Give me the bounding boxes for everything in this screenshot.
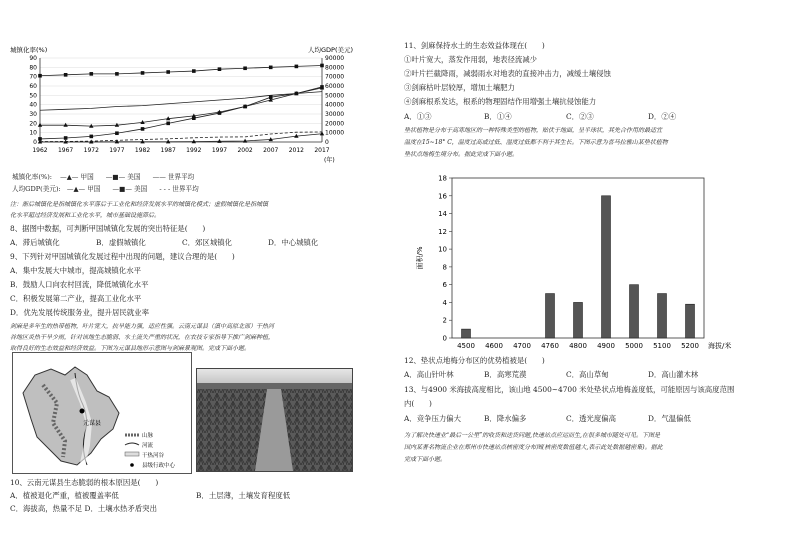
q11-item-2: ②叶片拦截降雨，减弱雨水对地表的直接冲击力，减缓土壤侵蚀 [404, 69, 611, 78]
legend-row2-a: —▲— 甲国 [66, 185, 101, 193]
chart2-y-label: 面积/% [416, 246, 424, 270]
chart1-point [89, 135, 93, 139]
chart2-y-tick: 6 [442, 281, 447, 290]
legend-row1-b: —■— 美国 [105, 173, 141, 181]
chart1-x-tick: 2007 [263, 147, 279, 154]
chart2-x-tick: 4600 [485, 342, 503, 350]
chart1-point [295, 65, 299, 69]
chart1-point [115, 72, 119, 76]
chart1-point [141, 127, 145, 131]
chart1-series-line [40, 65, 322, 75]
q10-option-a[interactable]: A．植被退化严重，植被覆盖率低 [10, 491, 119, 500]
question-8: 8、据图中数据，可判断甲国城镇化发展的突出特征是( ) [10, 224, 206, 233]
chart2-y-tick: 0 [442, 334, 447, 343]
photo-drawing [197, 369, 352, 471]
chart1-right-tick: 90000 [325, 55, 345, 62]
androsace-coverage-bar-chart [408, 170, 738, 360]
q8-option-b[interactable]: B．虚假城镇化 [96, 238, 146, 247]
courier-paragraph-3: 完成下面小题。 [404, 456, 447, 463]
chart2-y-tick: 8 [442, 263, 447, 272]
chart2-y-tick: 16 [438, 192, 447, 201]
chart1-left-tick: 10 [29, 129, 37, 137]
q11-option-b[interactable]: B．①④ [484, 112, 512, 121]
q12-option-c[interactable]: C．高山草甸 [566, 370, 609, 379]
q8-option-d[interactable]: D．中心城镇化 [268, 238, 319, 247]
cushion-plant-paragraph-2: 温度在15~18° C，温度过高或过低、湿度过低都不利于其生长。下图示意为喜马拉雅山某垫状植物 [404, 139, 668, 146]
urbanization-gdp-chart [10, 44, 372, 172]
q8-option-c[interactable]: C．郊区城镇化 [182, 238, 232, 247]
yuanmou-terrain-map [12, 352, 192, 474]
chart1-x-tick: 1982 [134, 147, 151, 154]
chart2-x-tick: 5100 [653, 342, 671, 350]
question-12: 12、垫状点地梅分布区的优势植被是( ) [404, 356, 545, 365]
q10-option-b[interactable]: B．土层薄，土壤发育程度低 [196, 491, 291, 500]
legend-row1-c: —— 世界平均 [152, 173, 195, 181]
chart1-x-unit: (年) [324, 157, 335, 164]
chart1-left-tick: 30 [29, 111, 37, 118]
chart1-x-tick: 2017 [314, 147, 330, 154]
chart1-left-tick: 0 [33, 139, 37, 146]
chart2-x-tick: 4800 [569, 342, 587, 350]
chart1-left-tick: 60 [29, 83, 37, 90]
chart2-bar [546, 294, 555, 338]
legend-river: 河流 [142, 443, 154, 449]
chart1-left-axis-title: 城镇化率(%) [10, 46, 48, 54]
courier-paragraph-1: 为了解决快递业“最后一公里”的收货和送货问题,快递站点应运而生,在很多城市随处可见。下图是 [404, 432, 660, 439]
chart1-right-tick: 20000 [325, 120, 345, 128]
chart1-left-tick: 90 [29, 55, 37, 62]
question-9: 9、下列针对甲国城镇化发展过程中出现的问题，建议合理的是( ) [10, 252, 235, 261]
chart1-point [192, 69, 196, 73]
question-11: 11、剑麻保持水土的生态效益体现在( ) [404, 41, 545, 50]
chart1-point [243, 105, 247, 109]
courier-paragraph-2: 国内某著名物流企业在郑州市快递站点核密度分布图(核密度数值越大,表示此处数据越密集)。据此 [404, 444, 663, 451]
chart1-x-tick: 1992 [186, 147, 202, 154]
chart1-left-tick: 80 [29, 64, 37, 72]
chart2-x-tick: 4900 [597, 342, 615, 350]
chart2-x-tick: 4760 [541, 342, 559, 350]
legend-mountain: 山脉 [142, 433, 154, 439]
q13-option-c[interactable]: C．透光度偏高 [566, 414, 616, 423]
q11-option-a[interactable]: A．①③ [404, 112, 432, 121]
chart1-point [269, 66, 273, 70]
chart1-x-tick: 1967 [57, 147, 74, 154]
chart2-bar [658, 294, 667, 338]
chart1-right-axis-title: 人均GDP(美元) [308, 46, 354, 54]
question-13-line-1: 13、与4900 米海拔高度相比，该山地 4500~4700 米处垫状点地梅盖度低，可能原因与该高度范围 [404, 385, 735, 394]
legend-row2-label: 人均GDP(美元): [12, 185, 61, 193]
chart1-right-tick: 30000 [325, 111, 345, 118]
question-10: 10、云南元谋县生态脆弱的根本原因是( ) [10, 478, 159, 487]
chart2-bar [574, 302, 583, 338]
chart2-x-label: 海拔/米 [708, 342, 732, 350]
chart2-x-tick: 5000 [625, 342, 643, 350]
chart1-x-tick: 1987 [160, 147, 176, 154]
map-legend [125, 431, 176, 469]
note-line-2: 化水平超过经济发展和工业化水平，城市基础设施滞后。 [10, 212, 161, 219]
chart1-point [64, 136, 68, 140]
chart1-right-tick: 0 [325, 139, 329, 146]
map-drawing [13, 353, 191, 473]
chart1-point [141, 71, 145, 75]
q9-option-c[interactable]: C．积极发展第二产业，提高工业化水平 [10, 294, 142, 303]
sisal-field-photo [196, 368, 353, 472]
chart1-series-line [40, 134, 322, 142]
chart1-point [115, 131, 119, 135]
q11-item-4: ④剑麻根系发达，根系的物理固结作用增强土壤抗侵蚀能力 [404, 97, 597, 106]
chart1-point [38, 137, 42, 141]
chart2-x-tick: 5200 [681, 342, 699, 350]
chart1-point [243, 66, 247, 70]
chart1-point [166, 70, 170, 74]
chart1-right-tick: 60000 [325, 83, 345, 90]
q9-option-a[interactable]: A．集中发展大中城市，提高城镇化水平 [10, 266, 141, 275]
chart1-point [192, 116, 196, 120]
chart1-left-tick: 40 [29, 101, 37, 109]
chart1-left-tick: 70 [29, 73, 37, 81]
q11-option-d[interactable]: D．②④ [648, 112, 677, 121]
q9-option-b[interactable]: B．鼓励人口向农村回流，降低城镇化水平 [10, 280, 149, 289]
chart1-point [269, 95, 273, 99]
chart1-right-tick: 40000 [325, 101, 345, 109]
chart1-x-tick: 2002 [237, 147, 253, 154]
chart1-point [38, 74, 42, 78]
legend-valley: 干热河谷 [142, 453, 165, 459]
q12-option-b[interactable]: B．高寒荒漠 [484, 370, 527, 379]
chart2-bar [686, 304, 695, 338]
chart1-point [218, 111, 222, 115]
q8-option-a[interactable]: A．滞后城镇化 [10, 238, 60, 247]
sisal-paragraph-2: 谷地区炎热干旱少雨，针对该地生态脆弱、水土流失严重的状况，在农技专家指导下推广剑麻种植， [10, 334, 275, 341]
county-center-marker [80, 409, 85, 414]
chart1-left-tick: 50 [29, 92, 37, 100]
sisal-paragraph-3: 取得良好的生态效益和经济效益。下图为元谋县地形示意图与剑麻景观图。完成下面小题。 [10, 345, 251, 352]
q11-option-c[interactable]: C．②③ [566, 112, 594, 121]
chart1-x-tick: 2012 [288, 147, 305, 154]
chart1-point [320, 64, 324, 68]
legend-row1-a: —▲— 甲国 [60, 173, 94, 181]
chart2-bar [602, 196, 611, 338]
legend-row-gdp [12, 184, 199, 194]
chart1-right-tick: 50000 [325, 92, 345, 100]
q12-option-d[interactable]: D．高山灌木林 [648, 370, 699, 379]
legend-county-center: 县级行政中心 [142, 463, 176, 469]
chart2-y-tick: 4 [442, 298, 447, 307]
map-county-label: 元谋县 [83, 420, 102, 427]
note-line-1: 注：渐后城镇化是指城镇化水平落后于工业化和经济发展水平的城镇化模式；虚假城镇化是指城镇 [10, 201, 269, 208]
chart1-point [295, 92, 299, 96]
sisal-paragraph-1: 剑麻是多年生的热带植物，叶片宽大，抗旱能力强，适应性强。云南元谋县（滇中高原北部）干热河 [10, 323, 275, 330]
q10-option-cd[interactable]: C．海拔高，热量不足 D．土壤水热矛盾突出 [10, 504, 157, 513]
legend-row1-label: 城镇化率(%): [12, 173, 53, 181]
legend-row-urbanization [12, 172, 194, 182]
chart2-y-tick: 14 [438, 210, 447, 219]
chart1-point [166, 122, 170, 126]
chart2-y-tick: 2 [442, 316, 447, 325]
cushion-plant-paragraph-1: 垫状植物是分布于高寒地区的一种特殊类型的植物，贴伏于地面，呈半球状，其先合作用的最适宜 [404, 127, 663, 134]
q13-option-a[interactable]: A．竞争压力偏大 [404, 414, 462, 423]
legend-row2-c: - - - 世界平均 [159, 185, 199, 193]
chart2-x-tick: 4700 [513, 342, 531, 350]
chart1-x-tick: 1972 [83, 147, 99, 154]
q13-option-d[interactable]: D．气温偏低 [648, 414, 691, 423]
chart1-left-tick: 20 [29, 120, 37, 128]
chart2-y-tick: 18 [438, 174, 447, 183]
chart2-bar [630, 285, 639, 338]
q9-option-d[interactable]: D．优先发展传统服务业，提升居民就业率 [10, 308, 149, 317]
chart1-x-tick: 1977 [109, 147, 125, 154]
legend-row2-b: —■— 美国 [112, 185, 148, 193]
q12-option-a[interactable]: A．高山针叶林 [404, 370, 454, 379]
q13-option-b[interactable]: B．降水偏多 [484, 414, 527, 423]
chart1-right-tick: 10000 [325, 129, 345, 137]
q11-item-1: ①叶片宽大，蒸发作用弱，地表径流减少 [404, 55, 538, 64]
question-13-line-2: 内( ) [404, 399, 432, 408]
chart1-x-tick: 1962 [32, 147, 48, 154]
q11-item-3: ③剑麻枯叶层较厚，增加土壤肥力 [404, 83, 515, 92]
chart1-series-line [40, 92, 322, 111]
chart1-point [64, 73, 68, 77]
chart1-right-tick: 80000 [325, 64, 345, 72]
chart2-y-tick: 12 [438, 227, 447, 236]
chart2-bar [462, 329, 471, 338]
cushion-plant-paragraph-3: 垫状点地梅生境分布。据此完成下面小题。 [404, 151, 519, 158]
chart1-point [218, 67, 222, 71]
chart1-point [89, 72, 93, 76]
chart1-x-tick: 1997 [211, 147, 228, 154]
chart1-right-tick: 70000 [325, 73, 345, 81]
chart1-point [320, 85, 324, 89]
chart2-x-tick: 4500 [457, 342, 475, 350]
chart2-y-tick: 10 [438, 245, 447, 254]
